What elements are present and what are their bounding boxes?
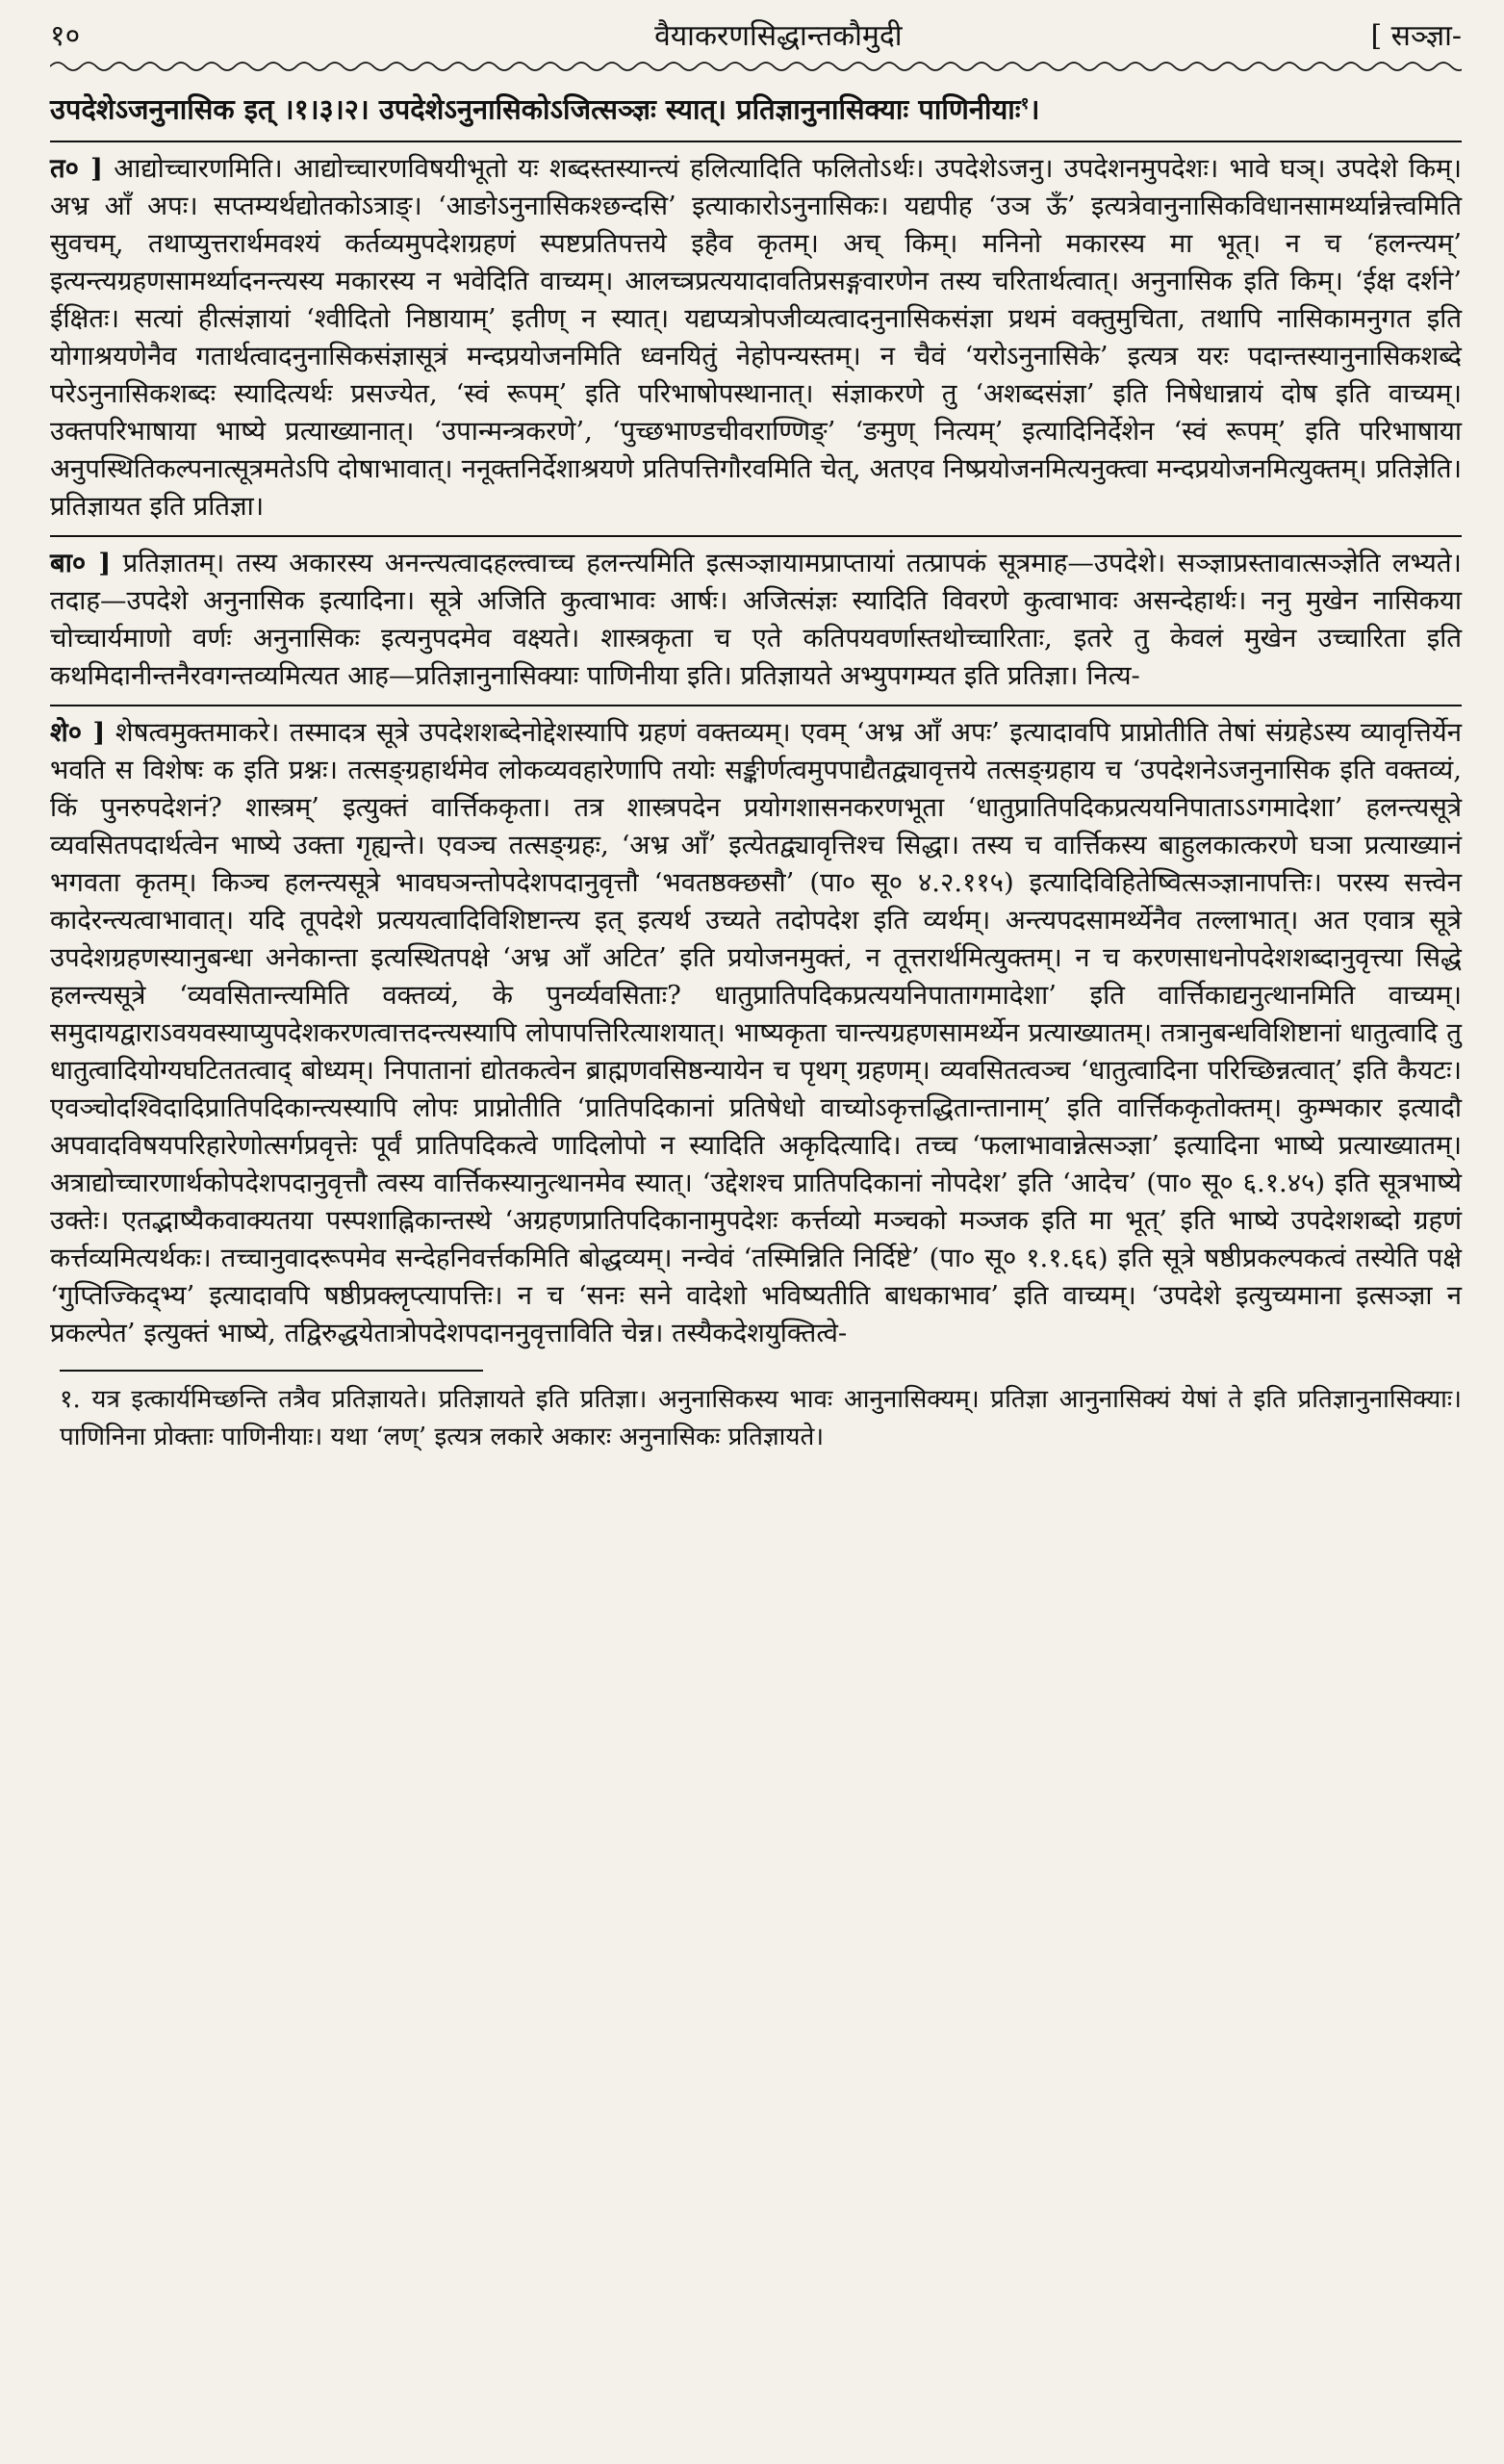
commentary-section-she — [50, 714, 1462, 1352]
section-label: शे० ] — [50, 716, 106, 748]
commentary-section-ta — [50, 150, 1462, 526]
footnote-divider — [60, 1370, 483, 1372]
book-title: वैयाकरणसिद्धान्तकौमुदी — [654, 19, 903, 53]
wavy-line — [50, 63, 1462, 70]
commentary-section-ba — [50, 545, 1462, 695]
footnote: १. यत्र इत्कार्यमिच्छन्ति तत्रैव प्रतिज्ञायते। प्रतिज्ञायते इति प्रतिज्ञा। अनुनासिकस्य भावः आनुनासिक्यम्। प्रतिज्ञा आनुनासिक्यं येषां ते इति प्रतिज्ञानुनासिक्याः। पाणिनिना प्रोक्ताः पाणिनीयाः। यथा ‘लण्’ इत्यत्र लकारे अकारः अनुनासिकः प्रतिज्ञायते। — [60, 1384, 1462, 1451]
section-text: शेषत्वमुक्तमाकरे। तस्मादत्र सूत्रे उपदेशशब्देनोद्देशस्यापि ग्रहणं वक्तव्यम्। एवम् ‘अभ्र आँ अपः’ इत्यादावपि प्राप्नोतीति तेषां संग्रहेऽस्य व्यावृत्तिर्येन भवति स विशेषः क इति प्रश्नः। तत्सङ्ग्रहार्थमेव लोकव्यवहारेणापि तयोः सङ्कीर्णत्वमुपपाद्यैतद्व्यावृत्तये तत्सङ्ग्रहाय च ‘उपदेशनेऽजनुनासिक इति वक्तव्यं, किं पुनरुपदेशनं? शास्त्रम्’ इत्युक्तं वार्त्तिककृता। तत्र शास्त्रपदेन प्रयोगशासनकरणभूता ‘धातुप्रातिपदिकप्रत्ययनिपाताऽऽगमादेशा’ हलन्त्यसूत्रे व्यवसितपदार्थत्वेन भाष्ये उक्ता गृह्यन्ते। एवञ्च तत्सङ्ग्रहः, ‘अभ्र आँ’ इत्येतद्व्यावृत्तिश्च सिद्धा। तस्य च वार्त्तिकस्य बाहुलकात्करणे घञा प्रत्याख्यानं भगवता कृतम्। किञ्च हलन्त्यसूत्रे भावघञन्तोपदेशपदानुवृत्तौ ‘भवतष्ठक्छसौ’ (पा० सू० ४.२.११५) इत्यादिविहितेष्वित्सञ्ज्ञानापत्तिः। परस्य सत्त्वेन कादेरन्त्यत्वाभावात्। यदि तूपदेशे प्रत्ययत्वादिविशिष्टान्त्य इत् इत्यर्थ उच्यते तदोपदेश इति व्यर्थम्। अन्त्यपदसामर्थ्येनैव तल्लाभात्। अत एवात्र सूत्रे उपदेशग्रहणस्यानुबन्धा अनेकान्ता इत्यस्थितपक्षे ‘अभ्र आँ अटित’ इति प्रयोजनमुक्तं, न तूत्तरार्थमित्युक्तम्। न च करणसाधनोपदेशशब्दानुवृत्त्या सिद्धे हलन्त्यसूत्रे ‘व्यवसितान्त्यमिति वक्तव्यं, के पुनर्व्यवसिताः? धातुप्रातिपदिकप्रत्ययनिपातागमादेशा’ इति वार्त्तिकाद्यनुत्थानमिति वाच्यम्। समुदायद्वाराऽवयवस्याप्युपदेशकरणत्वात्तदन्त्यस्यापि लोपापत्तिरित्याशयात्। भाष्यकृता चान्त्यग्रहणसामर्थ्येन प्रत्याख्यातम्। तत्रानुबन्धविशिष्टानां धातुत्वादि तु धातुत्वादियोग्यघटिततत्वाद् बोध्यम्। निपातानां द्योतकत्वेन ब्राह्मणवसिष्ठन्यायेन च पृथग् ग्रहणम्। व्यवसितत्वञ्च ‘धातुत्वादिना परिच्छिन्नत्वात्’ इति कैयटः। एवञ्चोदश्विदादिप्रातिपदिकान्त्यस्यापि लोपः प्राप्नोतीति ‘प्रातिपदिकानां प्रतिषेधो वाच्योऽकृत्तद्धितान्तानाम्’ इति वार्त्तिककृतोक्तम्। कुम्भकार इत्यादौ अपवादविषयपरिहारेणोत्सर्गप्रवृत्तेः पूर्वं प्रातिपदिकत्वे णादिलोपो न स्यादिति अकृदित्यादि। तच्च ‘फलाभावान्नेत्सञ्ज्ञा’ इत्यादिना भाष्ये प्रत्याख्यातम्। अत्राद्योच्चारणार्थकोपदेशपदानुवृत्तौ त्वस्य वार्त्तिकस्यानुत्थानमेव स्यात्। ‘उद्देशश्च प्रातिपदिकानां नोपदेश’ इति ‘आदेच’ (पा० सू० ६.१.४५) इति सूत्रभाष्ये उक्तेः। एतद्भाष्यैकवाक्यतया पस्पशाह्निकान्तस्थे ‘अग्रहणप्रातिपदिकानामुपदेशः कर्त्तव्यो मञ्चको मञ्जक इति मा भूत्’ इति भाष्ये उपदेशशब्दो ग्रहणं कर्त्तव्यमित्यर्थकः। तच्चानुवादरूपमेव सन्देहनिवर्त्तकमिति बोद्धव्यम्। नन्वेवं ‘तस्मिन्निति निर्दिष्टे’ (पा० सू० १.१.६६) इति सूत्रे षष्ठीप्रकल्पकत्वं तस्येति पक्षे ‘गुप्तिज्किद्भ्य’ इत्यादावपि षष्ठीप्रक्लृप्त्यापत्तिः। न च ‘सनः सने वादेशो भविष्यतीति बाधकाभाव’ इति वाच्यम्। ‘उपदेशे इत्युच्यमाना इत्सञ्ज्ञा न प्रकल्पेत’ इत्युक्तं भाष्ये, तद्विरुद्धयेतात्रोपदेशपदाननुवृत्ताविति चेन्न। तस्यैकदेशयुक्तित्वे- — [50, 716, 1462, 1348]
section-text: आद्योच्चारणमिति। आद्योच्चारणविषयीभूतो यः शब्दस्तस्यान्त्यं हलित्यादिति फलितोऽर्थः। उपदेशेऽजनु। उपदेशनमुपदेशः। भावे घञ्। उपदेशे किम्। अभ्र आँ अपः। सप्तम्यर्थद्योतकोऽत्राङ्। ‘आङोऽनुनासिकश्छन्दसि’ इत्याकारोऽनुनासिकः। यद्यपीह ‘उञ ऊँ’ इत्यत्रेवानुनासिकविधानसामर्थ्यान्नेत्त्वमिति सुवचम्, तथाप्युत्तरार्थमवश्यं कर्तव्यमुपदेशग्रहणं स्पष्टप्रतिपत्तये इहैव कृतम्। अच् किम्। मनिनो मकारस्य मा भूत्। न च ‘हलन्त्यम्’ इत्यन्त्यग्रहणसामर्थ्यादनन्त्यस्य मकारस्य न भवेदिति वाच्यम्। आलच्त्रप्रत्ययादावतिप्रसङ्गवारणेन तस्य चरितार्थत्वात्। अनुनासिक इति किम्। ‘ईक्ष दर्शने’ ईक्षितः। सत्यां हीत्संज्ञायां ‘श्वीदितो निष्ठायाम्’ इतीण् न स्यात्। यद्यप्यत्रोपजीव्यत्वादनुनासिकसंज्ञा प्रथमं वक्तुमुचिता, तथापि नासिकामनुगत इति योगाश्रयणेनैव गतार्थत्वादनुनासिकसंज्ञासूत्रं मन्दप्रयोजनमिति ध्वनयितुं नेहोपन्यस्तम्। न चैवं ‘यरोऽनुनासिके’ इत्यत्र यरः पदान्तस्यानुनासिकशब्दे परेऽनुनासिकशब्दः स्यादित्यर्थः प्रसज्येत, ‘स्वं रूपम्’ इति परिभाषोपस्थानात्। संज्ञाकरणे तु ‘अशब्दसंज्ञा’ इति निषेधान्नायं दोष इति वाच्यम्। उक्तपरिभाषाया भाष्ये प्रत्याख्यानात्। ‘उपान्मन्त्रकरणे’, ‘पुच्छभाण्डचीवराण्णिङ्’ ‘ङमुण् नित्यम्’ इत्यादिनिर्देशेन ‘स्वं रूपम्’ इति परिभाषाया अनुपस्थितिकल्पनात्सूत्रमतेऽपि दोषाभावात्। ननूक्तनिर्देशाश्रयणे प्रतिपत्तिगौरवमिति चेत्, अतएव निष्प्रयोजनमित्यनुक्त्वा मन्दप्रयोजनमित्युक्तम्। प्रतिज्ञेति। प्रतिज्ञायत इति प्रतिज्ञा। — [50, 152, 1462, 522]
running-head — [50, 17, 1462, 56]
section-text: प्रतिज्ञातम्। तस्य अकारस्य अनन्त्यत्वादहल्त्वाच्च हलन्त्यमिति इत्सञ्ज्ञायामप्राप्तायां तत्प्रापकं सूत्रमाह—उपदेशे। सञ्ज्ञाप्रस्तावात्सञ्ज्ञेति लभ्यते। तदाह—उपदेशे अनुनासिक इत्यादिना। सूत्रे अजिति कुत्वाभावः आर्षः। अजित्संज्ञः स्यादिति विवरणे कुत्वाभावः असन्देहार्थः। ननु मुखेन नासिकया चोच्चार्यमाणो वर्णः अनुनासिकः इत्यनुपदमेव वक्ष्यते। शास्त्रकृता च एते कतिपयवर्णास्तथोच्चारिताः, इतरे तु केवलं मुखेन उच्चारिता इति कथमिदानीन्तनैरवगन्तव्यमित्यत आह—प्रतिज्ञानुनासिक्याः पाणिनीया इति। प्रतिज्ञायते अभ्युपगम्यत इति प्रतिज्ञा। नित्य- — [50, 547, 1462, 691]
footnote-marker: १ — [1020, 94, 1030, 114]
section-label: बा० ] — [50, 547, 112, 578]
section-divider — [50, 141, 1462, 142]
page-number: १० — [50, 19, 81, 53]
sutra-text: उपदेशेऽजनुनासिक इत् ।१।३।२। उपदेशेऽनुनासिकोऽजित्सञ्ज्ञः स्यात्। प्रतिज्ञानुनासिक्याः पाणिनीयाः — [50, 92, 1021, 126]
section-label: त० ] — [50, 152, 104, 184]
section-divider — [50, 535, 1462, 537]
wavy-rule — [50, 58, 1462, 75]
section-name: [ सञ्ज्ञा- — [1370, 19, 1462, 53]
sutra-end: । — [1029, 92, 1040, 126]
sutra-line — [50, 83, 1462, 131]
section-divider — [50, 705, 1462, 706]
